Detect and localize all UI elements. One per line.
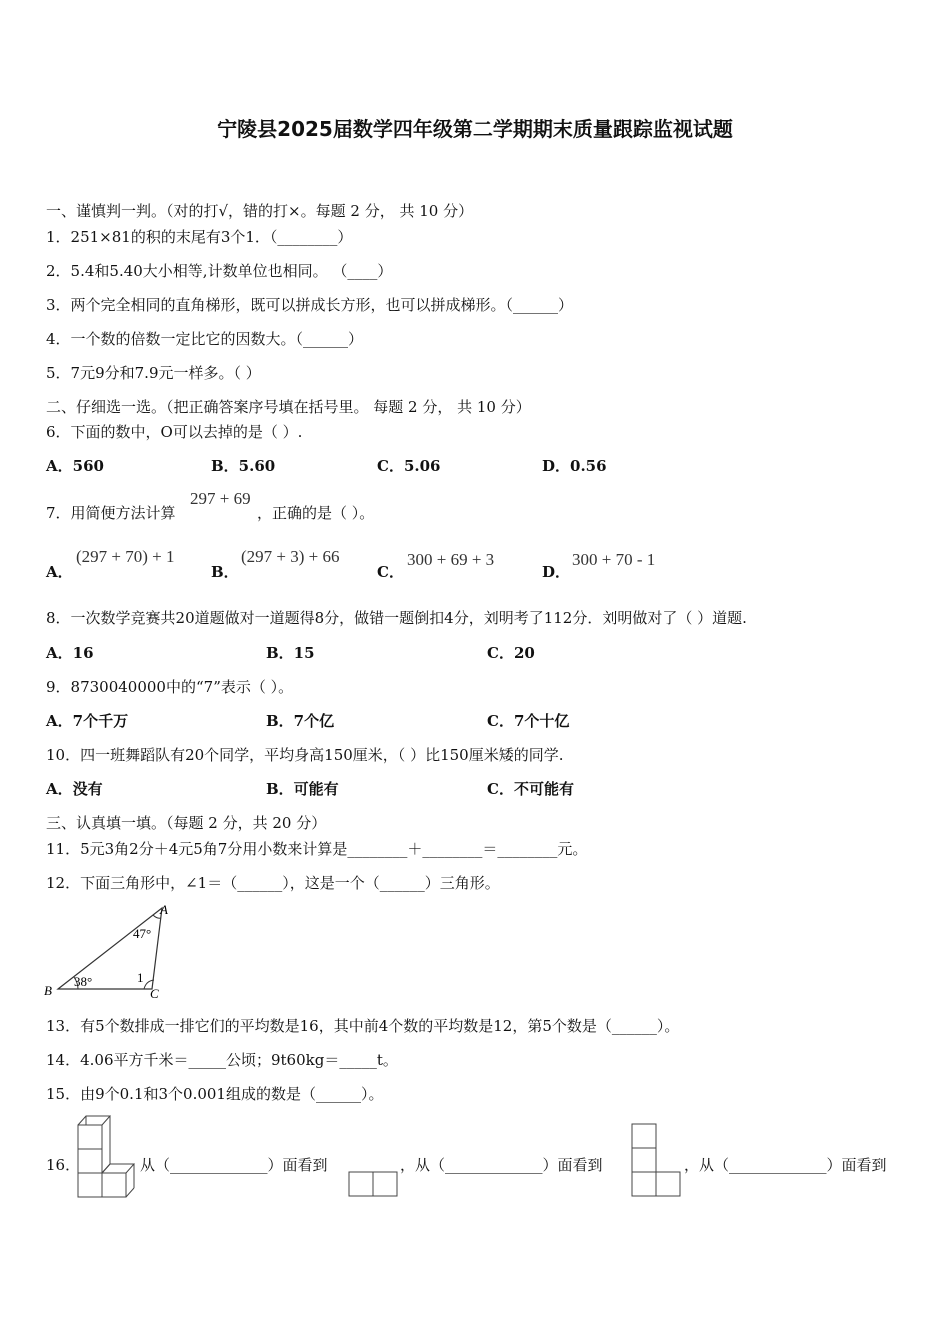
q7-option-d-label: D．	[542, 563, 571, 581]
question-9: 9．8730040000中的“7”表示（ ）。	[46, 678, 294, 696]
cube-top-edge	[78, 1116, 110, 1125]
cube-stack-figure	[76, 1113, 136, 1199]
q7-option-c-expr: 300 + 69 + 3	[407, 550, 495, 569]
question-12: 12．下面三角形中，∠1＝（______），这是一个（______）三角形。	[46, 874, 500, 892]
cube-side-edge	[102, 1116, 110, 1173]
q7-option-b-expr: (297 + 3) + 66	[241, 547, 340, 566]
q10-option-c: C．不可能有	[487, 780, 574, 798]
cube-right-bottom	[126, 1188, 134, 1197]
q6-option-b: B．5.60	[211, 457, 276, 475]
cube-face	[102, 1173, 126, 1197]
question-14: 14．4.06平方千米＝_____公顷；9t60kg＝_____t。	[46, 1051, 398, 1069]
question-13: 13．有5个数排成一排它们的平均数是16，其中前4个数的平均数是12，第5个数是（______）。	[46, 1017, 680, 1035]
view-square	[632, 1148, 656, 1172]
angle-1-label: 1	[137, 970, 144, 985]
question-10: 10．四一班舞蹈队有20个同学，平均身高150厘米，（ ）比150厘米矮的同学.	[46, 746, 564, 764]
q6-option-c: C．5.06	[377, 457, 441, 475]
q8-option-c: C．20	[487, 644, 535, 662]
q9-option-a: A．7个千万	[46, 712, 129, 730]
view-l-shape	[631, 1123, 685, 1199]
q16-part-a: 从（_____________）面看到	[140, 1156, 328, 1174]
question-1: 1．251×81的积的末尾有3个1．（________）	[46, 228, 353, 246]
view-square	[349, 1172, 373, 1196]
q10-option-a: A．没有	[46, 780, 103, 798]
q6-option-a: A．560	[46, 457, 104, 475]
view-square	[632, 1172, 656, 1196]
q10-option-b: B．可能有	[266, 780, 339, 798]
question-11: 11．5元3角2分＋4元5角7分用小数来计算是________＋________＝________元。	[46, 840, 588, 858]
section-3-heading: 三、认真填一填。（每题 2 分，共 20 分）	[46, 814, 327, 832]
cube-right-top	[102, 1164, 134, 1173]
q9-option-b: B．7个亿	[266, 712, 335, 730]
triangle-figure	[40, 900, 180, 1005]
question-4: 4．一个数的倍数一定比它的因数大。（______）	[46, 330, 364, 348]
question-2: 2．5.4和5.40大小相等,计数单位也相同。 （____）	[46, 262, 393, 280]
q6-option-d: D．0.56	[542, 457, 607, 475]
page-title: 宁陵县2025届数学四年级第二学期期末质量跟踪监视试题	[217, 117, 733, 141]
question-7-suffix: ，正确的是（ ）。	[257, 504, 375, 522]
angle-b-value: 38°	[74, 974, 93, 989]
question-8: 8．一次数学竞赛共20道题做对一道题得8分，做错一题倒扣4分，刘明考了112分．刘明做对了（ ）道题.	[46, 609, 747, 627]
q7-expression: 297 + 69	[190, 489, 251, 508]
question-5: 5．7元9分和7.9元一样多。（ ）	[46, 364, 261, 382]
q8-option-a: A．16	[46, 644, 94, 662]
section-2-heading: 二、仔细选一选。（把正确答案序号填在括号里。 每题 2 分， 共 10 分）	[46, 398, 531, 416]
q7-option-d-expr: 300 + 70 - 1	[572, 550, 656, 569]
view-square	[656, 1172, 680, 1196]
question-16-number: 16．	[46, 1156, 81, 1174]
question-7-prefix: 7．用简便方法计算	[46, 504, 176, 522]
q16-part-c: ，从（_____________）面看到	[684, 1156, 887, 1174]
q7-option-a-label: A．	[46, 563, 73, 581]
cube-face	[78, 1149, 102, 1173]
q16-part-b: ，从（_____________）面看到	[400, 1156, 603, 1174]
section-1-heading: 一、谨慎判一判。（对的打√，错的打×。每题 2 分， 共 10 分）	[46, 202, 474, 220]
q7-option-a-expr: (297 + 70) + 1	[76, 547, 175, 566]
view-two-squares	[348, 1171, 400, 1197]
angle-a-value: 47°	[133, 926, 152, 941]
q8-option-b: B．15	[266, 644, 315, 662]
vertex-b-label: B	[44, 983, 52, 998]
view-square	[373, 1172, 397, 1196]
vertex-c-label: C	[150, 986, 159, 1001]
q7-option-c-label: C．	[377, 563, 404, 581]
q7-option-b-label: B．	[211, 563, 239, 581]
cube-face	[78, 1173, 102, 1197]
cube-face	[78, 1125, 102, 1149]
question-15: 15．由9个0.1和3个0.001组成的数是（______）。	[46, 1085, 384, 1103]
question-6: 6．下面的数中，O可以去掉的是（ ）.	[46, 423, 303, 441]
view-square	[632, 1124, 656, 1148]
question-3: 3．两个完全相同的直角梯形，既可以拼成长方形，也可以拼成梯形。（______）	[46, 296, 574, 314]
q9-option-c: C．7个十亿	[487, 712, 570, 730]
vertex-a-label: A	[160, 902, 168, 917]
